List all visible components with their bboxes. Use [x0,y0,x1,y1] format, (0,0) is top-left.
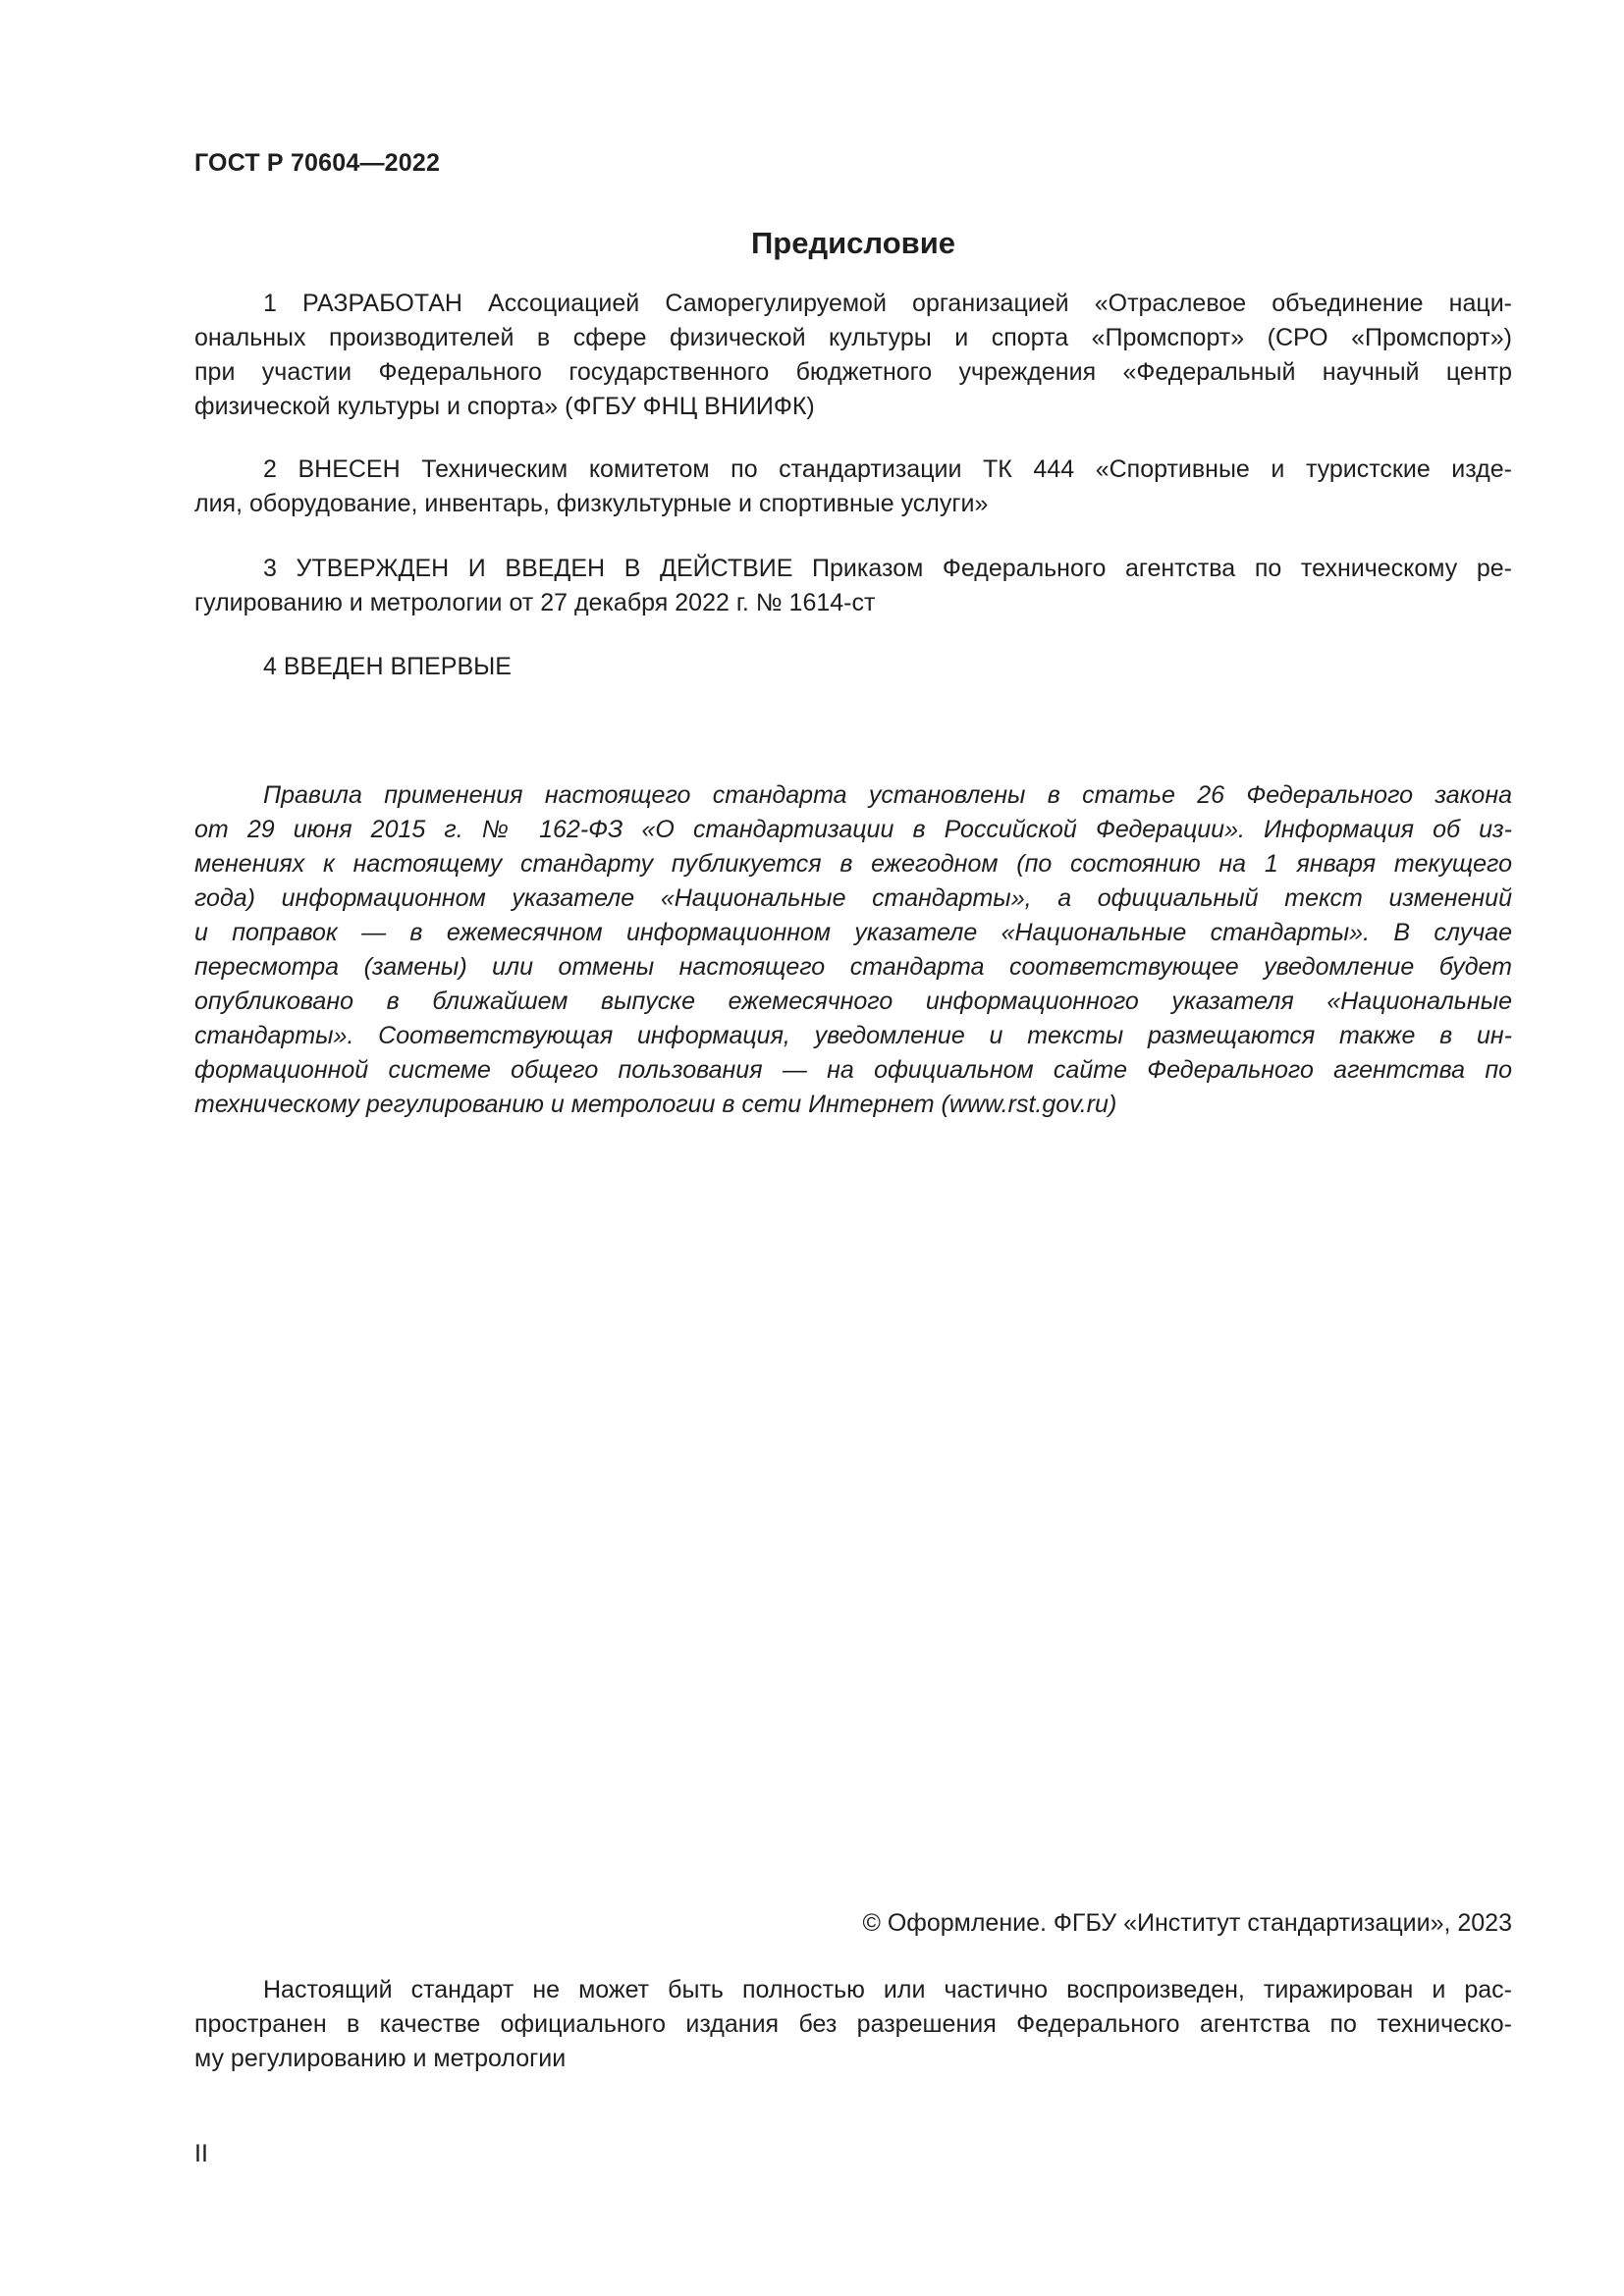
application-notice [194,778,1512,1122]
text-line: стандарты». Соответствующая информация, уведомление и тексты размещаются также в ин- [194,1022,1512,1049]
text-line: пространен в качестве официального издания без разрешения Федерального агентства по техническо- [194,2010,1512,2038]
text-line: лия, оборудование, инвентарь, физкультурные и спортивные услуги» [194,490,989,517]
reproduction-rights-notice [194,1973,1512,2076]
text-line: пересмотра (замены) или отмены настоящего стандарта соответствующее уведомление будет [194,953,1512,981]
text-line: 3 УТВЕРЖДЕН И ВВЕДЕН В ДЕЙСТВИЕ Приказом Федерального агентства по техническому ре- [263,555,1512,582]
preface-item-4 [194,650,1512,684]
text-line: формационной системе общего пользования — на официальном сайте Федерального агентства по [194,1056,1512,1084]
preface-item-2 [194,453,1512,521]
text-line: от 29 июня 2015 г. № 162-ФЗ «О стандартизации в Российской Федерации». Информация об из- [194,816,1512,843]
text-line: му регулированию и метрологии [194,2045,567,2072]
text-line: техническому регулированию и метрологии в сети Интернет (www.rst.gov.ru) [194,1091,1117,1118]
text-line: и поправок — в ежемесячном информационном указателе «Национальные стандарты». В случае [194,919,1512,946]
text-line: гулированию и метрологии от 27 декабря 2022 г. № 1614-ст [194,589,876,616]
text-line: опубликовано в ближайшем выпуске ежемесячного информационного указателя «Национальные [194,988,1512,1015]
text-line: 2 ВНЕСЕН Техническим комитетом по стандартизации ТК 444 «Спортивные и туристские изде- [263,455,1512,483]
text-line: Правила применения настоящего стандарта установлены в статье 26 Федерального закона [263,781,1512,809]
text-line: 1 РАЗРАБОТАН Ассоциацией Саморегулируемой организацией «Отраслевое объединение наци- [263,290,1512,317]
copyright-notice: © Оформление. ФГБУ «Институт стандартизации», 2023 [862,1909,1512,1937]
preface-item-1 [194,287,1512,424]
text-line: 4 ВВЕДЕН ВПЕРВЫЕ [263,653,512,680]
text-line: при участии Федерального государственного бюджетного учреждения «Федеральный научный центр [194,358,1512,386]
standard-code: ГОСТ Р 70604—2022 [194,149,441,177]
text-line: физической культуры и спорта» (ФГБУ ФНЦ ВНИИФК) [194,393,815,420]
page-number: II [194,2140,208,2167]
text-line: ональных производителей в сфере физической культуры и спорта «Промспорт» (СРО «Промспорт») [194,324,1512,351]
text-line: года) информационном указателе «Национальные стандарты», а официальный текст изменений [194,884,1512,912]
text-line: менениях к настоящему стандарту публикуется в ежегодном (по состоянию на 1 января текущего [194,850,1512,878]
preface-title: Предисловие [750,226,955,260]
preface-item-3 [194,552,1512,620]
text-line: Настоящий стандарт не может быть полностью или частично воспроизведен, тиражирован и рас- [263,1976,1512,2003]
